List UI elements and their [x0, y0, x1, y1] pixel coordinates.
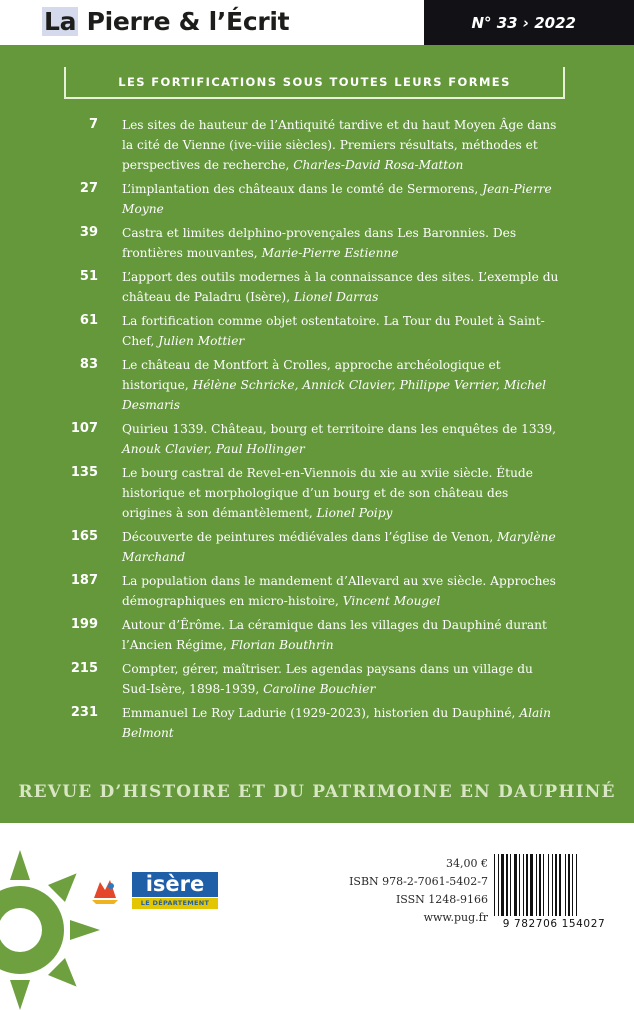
- toc-entry-text: [122, 615, 562, 655]
- departement-logo-icon: [88, 876, 122, 908]
- journal-title-rest: Pierre & l’Écrit: [78, 7, 290, 36]
- toc-page-number: 215: [70, 661, 98, 676]
- journal-tagline: REVUE D’HISTOIRE ET DU PATRIMOINE EN DAUPHINÉ: [18, 782, 616, 802]
- toc-author: Marylène Marchand: [122, 530, 556, 564]
- toc-entry-text: [122, 311, 562, 351]
- toc-page-number: 187: [70, 573, 98, 588]
- toc-author: Jean-Pierre Moyne: [122, 182, 552, 216]
- toc-entry-text: [122, 659, 562, 699]
- toc-entry: [0, 115, 634, 175]
- contents-panel: [0, 45, 634, 823]
- toc-entry: [0, 463, 634, 523]
- toc-entry: [0, 527, 634, 567]
- issn: ISSN 1248-9166: [395, 893, 488, 906]
- toc-entry: [0, 419, 634, 459]
- journal-title-la: La: [44, 7, 77, 36]
- toc-author: Lionel Poipy: [316, 506, 393, 520]
- toc-entry-text: [122, 419, 562, 459]
- sun-emblem-icon: [0, 850, 100, 1010]
- toc-page-number: 165: [70, 529, 98, 544]
- journal-title: [42, 7, 289, 36]
- table-of-contents: [0, 115, 634, 747]
- toc-author: Marie-Pierre Estienne: [261, 246, 399, 260]
- toc-title: Quirieu 1339. Château, bourg et territoire dans les enquêtes de 1339,: [122, 422, 556, 436]
- barcode-icon: [490, 852, 618, 922]
- toc-title: L’implantation des châteaux dans le comté de Sermorens,: [122, 182, 479, 196]
- isere-logo-subtitle: LE DÉPARTEMENT: [132, 898, 218, 909]
- issue-number: N° 33 › 2022: [471, 14, 576, 32]
- toc-title: Compter, gérer, maîtriser. Les agendas paysans dans un village du Sud-Isère, 1898-1939,: [122, 662, 533, 696]
- toc-author: Florian Bouthrin: [230, 638, 334, 652]
- theme-title: LES FORTIFICATIONS SOUS TOUTES LEURS FORMES: [118, 75, 511, 89]
- toc-entry: [0, 267, 634, 307]
- toc-entry: [0, 703, 634, 743]
- toc-entry: [0, 223, 634, 263]
- toc-author: Vincent Mougel: [342, 594, 441, 608]
- toc-entry: [0, 571, 634, 611]
- toc-author: Julien Mottier: [158, 334, 245, 348]
- toc-title: Les sites de hauteur de l’Antiquité tardive et du haut Moyen Âge dans la cité de Vienne (ive-viiie siècles). Premiers résultats, méthodes et perspectives de recherche,: [122, 118, 557, 172]
- toc-author: Anouk Clavier, Paul Hollinger: [122, 442, 305, 456]
- toc-author: Hélène Schricke, Annick Clavier, Philippe Verrier, Michel Desmaris: [122, 378, 547, 412]
- toc-author: Charles-David Rosa-Matton: [293, 158, 464, 172]
- toc-entry: [0, 355, 634, 415]
- toc-entry-text: [122, 223, 562, 263]
- issue-box: [424, 0, 634, 45]
- toc-page-number: 51: [79, 269, 98, 284]
- toc-title: La fortification comme objet ostentatoire. La Tour du Poulet à Saint-Chef,: [122, 314, 545, 348]
- toc-author: Lionel Darras: [293, 290, 379, 304]
- toc-entry-text: [122, 267, 562, 307]
- toc-entry: [0, 615, 634, 655]
- toc-author: Alain Belmont: [122, 706, 552, 740]
- toc-page-number: 7: [88, 117, 98, 132]
- toc-entry: [0, 659, 634, 699]
- barcode-number: 9 782706 154027: [502, 918, 606, 930]
- toc-entry-text: [122, 463, 562, 523]
- toc-title: Castra et limites delphino-provençales dans Les Baronnies. Des frontières mouvantes,: [122, 226, 517, 260]
- toc-page-number: 83: [79, 357, 98, 372]
- toc-entry-text: [122, 527, 562, 567]
- toc-entry-text: [122, 571, 562, 611]
- toc-entry-text: [122, 355, 562, 415]
- price: 34,00 €: [446, 857, 488, 870]
- toc-page-number: 27: [79, 181, 98, 196]
- header-bar: [0, 0, 424, 45]
- toc-page-number: 61: [79, 313, 98, 328]
- toc-title: Découverte de peintures médiévales dans l’église de Venon,: [122, 530, 494, 544]
- toc-entry: [0, 311, 634, 351]
- toc-title: La population dans le mandement d’Allevard au xve siècle. Approches démographiques en micro-histoire,: [122, 574, 556, 608]
- toc-entry-text: [122, 179, 562, 219]
- toc-author: Caroline Bouchier: [263, 682, 376, 696]
- toc-page-number: 199: [70, 617, 98, 632]
- toc-page-number: 39: [79, 225, 98, 240]
- toc-page-number: 231: [70, 705, 98, 720]
- toc-title: Le château de Montfort à Crolles, approche archéologique et historique,: [122, 358, 501, 392]
- toc-entry-text: [122, 703, 562, 743]
- publication-info: [330, 855, 488, 927]
- toc-entry-text: [122, 115, 562, 175]
- isere-logo: [132, 872, 218, 910]
- isere-logo-word: isère: [132, 872, 218, 897]
- toc-title: Emmanuel Le Roy Ladurie (1929-2023), historien du Dauphiné,: [122, 706, 516, 720]
- toc-title: Le bourg castral de Revel-en-Viennois du xie au xviie siècle. Étude historique et morphologique d’un bourg et de son château des origines à son démantèlement,: [122, 466, 533, 520]
- toc-entry: [0, 179, 634, 219]
- toc-page-number: 135: [70, 465, 98, 480]
- toc-title: L’apport des outils modernes à la connaissance des sites. L’exemple du château de Paladru (Isère),: [122, 270, 559, 304]
- toc-title: Autour d’Êrôme. La céramique dans les villages du Dauphiné durant l’Ancien Régime,: [122, 618, 547, 652]
- toc-page-number: 107: [70, 421, 98, 436]
- website: www.pug.fr: [423, 911, 488, 924]
- isbn: ISBN 978-2-7061-5402-7: [349, 875, 488, 888]
